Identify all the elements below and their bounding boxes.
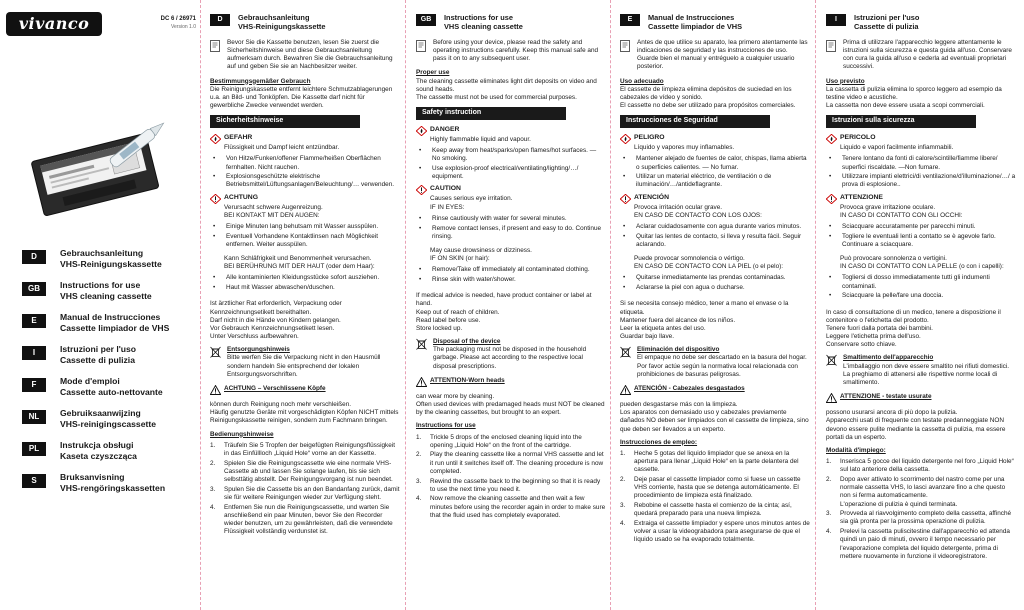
exclamation-hazard-icon bbox=[210, 194, 221, 204]
column-language-badge: I bbox=[826, 14, 846, 26]
warning-triangle-icon bbox=[210, 385, 221, 395]
language-title: Istruzioni per l'uso Cassette di pulizia bbox=[60, 344, 137, 365]
instruction-step: 3. Spulen Sie die Cassette bis an den Bandanfang zurück, damit sie für weitere Reinigungen wieder zur Verfügung steht. bbox=[210, 485, 400, 501]
danger-text: Liquido e vapori facilmente infiammabili. bbox=[840, 144, 954, 152]
flame-hazard-icon bbox=[826, 134, 837, 144]
language-entry bbox=[22, 376, 197, 408]
language-column bbox=[210, 14, 400, 539]
column-language-badge: D bbox=[210, 14, 230, 26]
caution-list-skin bbox=[826, 274, 1016, 300]
step-number: 4. bbox=[826, 528, 832, 536]
flame-hazard-icon bbox=[210, 134, 221, 144]
proper-use-heading: Proper use bbox=[416, 69, 450, 77]
step-number: 2. bbox=[210, 459, 216, 467]
danger-heading bbox=[826, 134, 1016, 144]
language-title: Mode d'emploi Cassette auto-nettovante bbox=[60, 376, 163, 397]
intro-text: Before using your device, please read the safety and operating instructions carefully. Keep this manual safe and pass it on to any subsequent user. bbox=[433, 38, 599, 63]
crossed-bin-icon bbox=[416, 338, 427, 350]
caution-text-skin: Può provocare sonnolenza o vertigini. IN CASO DI CONTATTO CON LA PELLE (o con i capelli): bbox=[840, 255, 1004, 271]
intro-text: Prima di utilizzare l'apparecchio leggere attentamente le istruzioni sulla sicurezza e questa guida all'uso. Conservare con cura la guida all'uso e cederla ad eventuali proprietari successivi. bbox=[843, 38, 1012, 71]
fold-line bbox=[405, 0, 406, 610]
disposal-body bbox=[637, 346, 810, 379]
instruction-step: 4. Now remove the cleaning cassette and then wait a few minutes before using the recorder again in order to make sure that the fluid used has completely evaporated. bbox=[416, 495, 606, 519]
bullet-item: • Remove contact lenses, if present and easy to do. Continue rinsing. bbox=[416, 225, 606, 241]
instruction-step: 4. Entfernen Sie nun die Reinigungscassette, und warten Sie anschließend ein paar Minuten, bevor Sie den Recorder wieder benutzen, um zu gewährleisten, daß die verwendete Flüssigkeit vollständig verdunstet ist. bbox=[210, 503, 393, 536]
worn-heads-heading bbox=[416, 377, 606, 387]
language-badge: S bbox=[22, 474, 46, 488]
column-header bbox=[620, 14, 810, 32]
proper-use-section bbox=[210, 78, 400, 111]
instructions-list bbox=[826, 458, 1016, 561]
caution-heading bbox=[416, 185, 606, 195]
caution-heading bbox=[620, 194, 810, 204]
intro-note bbox=[210, 39, 400, 72]
instruction-step: 2. Dopo aver attivato lo scorrimento del nastro come per una normale cassetta VHS, lo lasci avanzare fino a che questo non si ferma automaticamente. L'operazione di pulizia è quindi terminata. bbox=[826, 476, 1006, 508]
bullet-item: • Quitar las lentes de contacto, si lleva y resulta fácil. Seguir aclarando. bbox=[620, 233, 810, 249]
caution-title: ATENCIÓN bbox=[634, 193, 669, 201]
language-column bbox=[826, 14, 1016, 564]
column-header bbox=[210, 14, 400, 32]
safety-heading-bar: Sicherheitshinweise bbox=[210, 115, 360, 128]
caution-text: Verursacht schwere Augenreizung. BEI KONTAKT MIT DEN AUGEN: bbox=[224, 203, 323, 219]
step-number: 3. bbox=[826, 510, 832, 518]
disposal-section bbox=[416, 338, 606, 371]
danger-heading bbox=[210, 134, 400, 144]
instruction-step: 2. Play the cleaning cassette like a normal VHS cassette and let it run until it switches itself off. The cleaning procedure is now completed. bbox=[416, 451, 604, 475]
language-title: Instrukcja obsługi Kaseta czyszcząca bbox=[60, 440, 137, 461]
intro-note bbox=[416, 39, 606, 64]
warning-triangle-icon bbox=[620, 385, 631, 395]
worn-heads-heading bbox=[826, 393, 1016, 403]
instruction-step: 3. Provveda al riavvolgimento completo della cassetta, affinché sia già pronta per la prossima operazione di pulizia. bbox=[826, 510, 1012, 526]
warning-triangle-icon bbox=[826, 393, 837, 403]
instruction-step: 4. Prelevi la cassetta puliscitestine dall'apparecchio ed attenda quindi un paio di minuti, ovvero il tempo necessario per l'evaporazione completa del liquido detergente, prima di mettere nuovamente in funzione il videoregistratore. bbox=[826, 528, 1010, 560]
caution-text: Provoca irritación ocular grave. EN CASO DE CONTACTO CON LOS OJOS: bbox=[634, 203, 762, 219]
bullet-item: • Togliersi di dosso immediatamente tutti gli indumenti contaminati. bbox=[826, 274, 1016, 290]
bullet-item: • Tenere lontano da fonti di calore/scintille/fiamme libere/ superfici riscaldate. —Non fumare. bbox=[826, 155, 1016, 171]
fold-line bbox=[610, 0, 611, 610]
step-number: 4. bbox=[210, 503, 216, 511]
instruction-step: 2. Deje pasar el cassette limpiador como si fuese un cassette VHS corriente, hasta que se detenga automáticamente. El procedimiento de limpieza está finalizado. bbox=[620, 476, 801, 500]
step-number: 4. bbox=[620, 519, 626, 527]
danger-title: GEFAHR bbox=[224, 134, 253, 142]
caution-text-skin: Kann Schläfrigkeit und Benommenheit verursachen. BEI BERÜHRUNG MIT DER HAUT (oder dem Haar): bbox=[224, 255, 375, 271]
safety-heading-bar: Istruzioni sulla sicurezza bbox=[826, 115, 976, 128]
manual-book-icon bbox=[620, 40, 630, 52]
column-title: Instructions for use VHS cleaning cassette bbox=[444, 13, 523, 31]
danger-text: Líquido y vapores muy inflamables. bbox=[634, 144, 735, 152]
bullet-item: • Remove/Take off immediately all contaminated clothing. bbox=[416, 266, 606, 274]
disposal-section bbox=[620, 346, 810, 379]
bullet-item: • Alle kontaminierten Kleidungsstücke sofort ausziehen. bbox=[210, 274, 400, 282]
bullet-item: • Sciacquare accuratamente per parecchi minuti. bbox=[826, 223, 1016, 231]
instruction-step: 3. Rewind the cassette back to the beginning so that it is ready to use the next time you need it. bbox=[416, 477, 601, 493]
worn-heads-title: ATTENTION-Worn heads bbox=[430, 376, 505, 384]
bullet-item: • Explosionsgeschützte elektrische Betriebsmittel/Lüftungsanlagen/Beleuchtung/… verwenden. bbox=[210, 173, 400, 189]
disposal-heading: Entsorgungshinweis bbox=[227, 346, 290, 354]
fold-line bbox=[815, 0, 816, 610]
danger-text: Highly flammable liquid and vapour. bbox=[430, 136, 531, 144]
bullet-item: • Utilizzare impianti elettrici/di ventilazione/d'illuminazione/…/ a prova di esplosione.. bbox=[826, 173, 1016, 189]
language-entry bbox=[22, 280, 197, 312]
flame-hazard-icon bbox=[620, 134, 631, 144]
caution-text-skin: May cause drowsiness or dizziness. IF ON SKIN (or hair): bbox=[430, 246, 532, 263]
bullet-item: • Quitarse inmediatamente las prendas contaminadas. bbox=[620, 274, 810, 282]
instructions-heading: Instructions for use bbox=[416, 422, 476, 430]
crossed-bin-icon bbox=[620, 346, 631, 358]
step-number: 3. bbox=[416, 477, 422, 485]
step-number: 3. bbox=[620, 502, 626, 510]
step-number: 2. bbox=[416, 451, 422, 459]
disposal-section bbox=[210, 346, 400, 379]
bullet-item: • Rinse skin with water/shower. bbox=[416, 276, 606, 284]
language-badge: D bbox=[22, 250, 46, 264]
disposal-text: L'imballaggio non deve essere smaltito nei rifiuti domestici. La preghiamo di attenersi alle rispettive norme locali di smaltimento. bbox=[843, 362, 1010, 387]
step-number: 4. bbox=[416, 495, 422, 503]
disposal-heading: Disposal of the device bbox=[433, 338, 501, 346]
caution-text: Causes serious eye irritation. IF IN EYES: bbox=[430, 195, 513, 211]
caution-title: CAUTION bbox=[430, 185, 461, 193]
bullet-item: • Aclarar cuidadosamente con agua durante varios minutos. bbox=[620, 223, 810, 231]
cover-panel bbox=[0, 0, 200, 610]
caution-heading bbox=[826, 194, 1016, 204]
caution-title: ATTENZIONE bbox=[840, 193, 883, 201]
proper-use-heading: Bestimmungsgemäßer Gebrauch bbox=[210, 77, 311, 85]
disposal-text: Bitte werfen Sie die Verpackung nicht in den Hausmüll sondern handeln Sie entsprechend der lokalen Entsorgungsvorschriften. bbox=[227, 354, 381, 378]
disposal-body bbox=[843, 354, 1016, 387]
language-entry bbox=[22, 248, 197, 280]
warning-triangle-icon bbox=[416, 377, 427, 387]
bullet-item: • Use explosion-proof electrical/ventilating/lighting/…/ equipment. bbox=[416, 165, 606, 181]
manual-book-icon bbox=[416, 40, 426, 52]
column-language-badge: E bbox=[620, 14, 640, 26]
language-column bbox=[416, 14, 606, 523]
caution-list bbox=[416, 215, 606, 241]
language-badge: PL bbox=[22, 442, 46, 456]
column-header bbox=[416, 14, 606, 32]
medical-advice-text: In caso di consultazione di un medico, tenere a disposizione il contenitore o l'etichetta del prodotto. Tenere fuori dalla portata dei bambini. Leggere l'etichetta prima dell'uso. Conservare sotto chiave. bbox=[826, 308, 1001, 349]
bullet-item: • Von Hitze/Funken/offener Flamme/heißen Oberflächen fernhalten. Nicht rauchen. bbox=[210, 155, 400, 171]
caution-list bbox=[210, 223, 400, 249]
step-number: 1. bbox=[210, 441, 216, 449]
proper-use-heading: Uso adecuado bbox=[620, 77, 664, 85]
danger-list bbox=[826, 155, 1016, 189]
cleaning-cassette-image bbox=[28, 112, 178, 222]
bullet-item: • Rinse cautiously with water for several minutes. bbox=[416, 215, 606, 223]
bullet-item: • Togliere le eventuali lenti a contatto se è agevole farlo. Continuare a sciacquare. bbox=[826, 233, 1016, 249]
instruction-step: 1. Trickle 5 drops of the enclosed cleaning liquid into the opening „Liquid Hole“ on the front of the cartridge. bbox=[416, 433, 582, 449]
column-header bbox=[826, 14, 1016, 32]
safety-heading-bar: Safety instruction bbox=[416, 107, 566, 120]
worn-heads-text: können durch Reinigung noch mehr verschleißen. Häufig genutzte Geräte mit vorgeschädigten Köpfen NICHT mittels Reinigungskassette reinigen, sondern zum Fachmann bringen. bbox=[210, 401, 399, 425]
language-title: Instructions for use VHS cleaning cassette bbox=[60, 280, 152, 301]
manual-book-icon bbox=[826, 40, 836, 52]
medical-advice-text: Si se necesita consejo médico, tener a mano el envase o la etiqueta. Mantener fuera del alcance de los niños. Leer la etiqueta antes del uso. Guardar bajo llave. bbox=[620, 300, 789, 341]
caution-list bbox=[620, 223, 810, 249]
crossed-bin-icon bbox=[826, 354, 837, 366]
step-number: 2. bbox=[826, 476, 832, 484]
fold-line bbox=[200, 0, 201, 610]
language-column bbox=[620, 14, 810, 548]
bullet-item: • Keep away from heat/sparks/open flames/hot surfaces. — No smoking. bbox=[416, 147, 606, 163]
bullet-item: • Aclararse la piel con agua o ducharse. bbox=[620, 284, 810, 292]
document-code: DC 6 / 26971 bbox=[160, 16, 196, 22]
proper-use-text: Die Reinigungskassette entfernt leichtere Schmutzablagerungen u.a. an Bild- und Tonköpfen. Die Kassette darf nicht für gewerbliche Zwecke verwendet werden. bbox=[210, 85, 393, 110]
proper-use-heading: Uso previsto bbox=[826, 77, 865, 85]
instruction-step: 4. Extraiga el cassette limpiador y espere unos minutos antes de volver a usar la videograbadora para asegurarse de que el líquido usado se ha evaporado totalmente. bbox=[620, 519, 810, 544]
disposal-section bbox=[826, 354, 1016, 387]
language-title: Gebrauchsanleitung VHS-Reinigungskassette bbox=[60, 248, 162, 269]
language-entry bbox=[22, 312, 197, 344]
disposal-text: The packaging must not be disposed in the household garbage. Please act according to the respective local disposal prescriptions. bbox=[433, 346, 587, 370]
danger-heading bbox=[416, 126, 606, 136]
language-list bbox=[22, 248, 197, 504]
step-number: 1. bbox=[826, 458, 832, 466]
danger-heading bbox=[620, 134, 810, 144]
language-badge: E bbox=[22, 314, 46, 328]
intro-note bbox=[620, 39, 810, 72]
caution-list bbox=[826, 223, 1016, 249]
caution-list-skin bbox=[416, 266, 606, 284]
language-title: Manual de Instrucciones Cassette limpiador de VHS bbox=[60, 312, 170, 333]
language-entry bbox=[22, 440, 197, 472]
danger-title: DANGER bbox=[430, 126, 460, 134]
proper-use-section bbox=[826, 78, 1016, 111]
caution-heading bbox=[210, 194, 400, 204]
instruction-step: 2. Spielen Sie die Reinigungscassette wie eine normale VHS-Cassette ab und lassen Sie solange laufen, bis sie sich selbsttätig abstellt. Der Reinigungsvorgang ist nun beendet. bbox=[210, 459, 393, 484]
disposal-body bbox=[227, 346, 400, 379]
disposal-heading: Smaltimento dell'apparecchio bbox=[843, 354, 934, 362]
brand-logo bbox=[6, 12, 102, 36]
disposal-text: El empaque no debe ser descartado en la basura del hogar. Por favor actúe según la normativa local relacionada con prohibiciones de basuras peligrosas. bbox=[637, 354, 807, 378]
language-entry bbox=[22, 344, 197, 376]
language-badge: F bbox=[22, 378, 46, 392]
worn-heads-heading bbox=[210, 385, 400, 395]
language-badge: NL bbox=[22, 410, 46, 424]
language-badge: GB bbox=[22, 282, 46, 296]
step-number: 2. bbox=[620, 476, 626, 484]
manual-book-icon bbox=[210, 40, 220, 52]
step-number: 3. bbox=[210, 485, 216, 493]
caution-text-skin: Puede provocar somnolencia o vértigo. EN CASO DE CONTACTO CON LA PIEL (o el pelo): bbox=[634, 255, 784, 271]
intro-text: Antes de que utilice su aparato, lea primero atentamente las indicaciones de seguridad y las instrucciones de uso. Guarde bien el manual y entréguelo a cualquier usuario posterior. bbox=[637, 38, 808, 71]
column-title: Gebrauchsanleitung VHS-Reinigungskassette bbox=[238, 13, 326, 31]
instructions-heading: Instrucciones de empleo: bbox=[620, 438, 698, 446]
worn-heads-title: ATENCIÓN - Cabezales desgastados bbox=[634, 385, 745, 393]
danger-list bbox=[416, 147, 606, 181]
brand-logo-text: vivanco bbox=[18, 14, 90, 33]
instruction-step: 1. Inserisca 5 gocce del liquido detergente nel foro „Liquid Hole“ sul lato anteriore della cassetta. bbox=[826, 458, 1014, 474]
instruction-step: 3. Rebobine el cassette hasta el comienzo de la cinta; así, quedará preparado para una nueva limpieza. bbox=[620, 502, 792, 518]
worn-heads-text: pueden desgastarse más con la limpieza. Los aparatos con demasiado uso y cabezales previamente dañados NO deben ser limpiados con el cassette de limpieza, sino que deben ser llevados a un experto. bbox=[620, 401, 809, 433]
instructions-list bbox=[620, 450, 810, 545]
flame-hazard-icon bbox=[416, 126, 427, 136]
medical-advice-text: If medical advice is needed, have product container or label at hand. Keep out of reach of children. Read label before use. Store locked up. bbox=[416, 292, 592, 332]
worn-heads-title: ACHTUNG – Verschlissene Köpfe bbox=[224, 385, 326, 393]
worn-heads-text: possono usurarsi ancora di più dopo la pulizia. Apparecchi usati di frequente con testate predanneggiate NON devono essere pulite mediante la cassetta di pulizia, ma essere portati da un esperto. bbox=[826, 409, 1006, 441]
bullet-item: • Utilizar un material eléctrico, de ventilación o de iluminación/…/antideflagrante. bbox=[620, 173, 810, 189]
proper-use-section bbox=[416, 69, 606, 102]
column-language-badge: GB bbox=[416, 14, 436, 26]
danger-list bbox=[620, 155, 810, 189]
safety-heading-bar: Instrucciones de Seguridad bbox=[620, 115, 770, 128]
document-version: Version 1.0 bbox=[170, 24, 196, 30]
language-title: Bruksanvisning VHS-rengöringskassetten bbox=[60, 472, 166, 493]
caution-list-skin bbox=[620, 274, 810, 292]
caution-list-skin bbox=[210, 274, 400, 292]
danger-list bbox=[210, 155, 400, 189]
language-badge: I bbox=[22, 346, 46, 360]
worn-heads-heading bbox=[620, 385, 810, 395]
instruction-step: 1. Träufeln Sie 5 Tropfen der beigefügten Reinigungsflüssigkeit in das Einfüllloch „Liquid Hole“ vorne an der Kassette. bbox=[210, 441, 395, 457]
bullet-item: • Eventuell Vorhandene Kontaktlinsen nach Möglichkeit entfernen. Weiter ausspülen. bbox=[210, 233, 400, 249]
exclamation-hazard-icon bbox=[416, 185, 427, 195]
medical-advice-text: Ist ärztlicher Rat erforderlich, Verpackung oder Kennzeichnungsetikett bereithalten. Darf nicht in die Hände von Kindern gelangen. Vor Gebrauch Kennzeichnungsetikett lesen. Unter Verschluss aufbewahren. bbox=[210, 300, 342, 341]
danger-title: PERICOLO bbox=[840, 134, 876, 142]
instructions-list bbox=[416, 434, 606, 520]
language-entry bbox=[22, 408, 197, 440]
crossed-bin-icon bbox=[210, 346, 221, 358]
proper-use-section bbox=[620, 78, 810, 111]
column-title: Manual de Instrucciones Cassette limpiador de VHS bbox=[648, 13, 743, 31]
exclamation-hazard-icon bbox=[620, 194, 631, 204]
instructions-list bbox=[210, 442, 400, 537]
bullet-item: • Haut mit Wasser abwaschen/duschen. bbox=[210, 284, 400, 292]
danger-title: PELIGRO bbox=[634, 134, 665, 142]
instructions-heading: Modalità d'impiego: bbox=[826, 446, 886, 454]
step-number: 1. bbox=[416, 433, 422, 441]
bullet-item: • Sciacquare la pelle/fare una doccia. bbox=[826, 292, 1016, 300]
disposal-heading: Eliminación del dispositivo bbox=[637, 346, 720, 354]
exclamation-hazard-icon bbox=[826, 194, 837, 204]
proper-use-text: The cleaning cassette eliminates light dirt deposits on video and sound heads. The cassette must not be used for commercial purposes. bbox=[416, 77, 597, 101]
danger-text: Flüssigkeit und Dampf leicht entzündbar. bbox=[224, 144, 340, 152]
instruction-step: 1. Heche 5 gotas del liquido limpiador que se anexa en la apertura para llenar „Liquid Hole“ en la parte delantera del cassette. bbox=[620, 449, 799, 474]
worn-heads-title: ATTENZIONE - testate usurate bbox=[840, 393, 932, 401]
disposal-body bbox=[433, 338, 606, 371]
worn-heads-text: can wear more by cleaning. Often used devices with predamaged heads must NOT be cleaned by the cleaning cassettes, but brought to an expert. bbox=[416, 392, 605, 417]
proper-use-text: El cassette de limpieza elimina depósitos de suciedad en los cabezales de vídeo y sonido. El cassette no debe ser utilizado para propósitos comerciales. bbox=[620, 85, 796, 110]
intro-text: Bevor Sie die Kassette benutzen, lesen Sie zuerst die Sicherheitshinweise und diese Gebrauchsanleitung aufmerksam durch. Bewahren Sie die Gebrauchsanleitung auf und geben Sie sie an Nachbesitzer weiter. bbox=[227, 38, 393, 71]
caution-title: ACHTUNG bbox=[224, 193, 258, 201]
proper-use-text: La cassetta di pulizia elimina lo sporco leggero ad esempio da testine video e acustiche. La cassetta non deve essere usata a scopi commerciali. bbox=[826, 85, 1002, 110]
bullet-item: • Mantener alejado de fuentes de calor, chispas, llama abierta o superficies calientes. — No fumar. bbox=[620, 155, 810, 171]
column-title: Istruzioni per l'uso Cassette di pulizia bbox=[854, 13, 920, 31]
language-entry bbox=[22, 472, 197, 504]
caution-text: Provoca grave irritazione oculare. IN CASO DI CONTATTO CON GLI OCCHI: bbox=[840, 203, 963, 219]
bullet-item: • Einige Minuten lang behutsam mit Wasser ausspülen. bbox=[210, 223, 400, 231]
step-number: 1. bbox=[620, 449, 626, 457]
instructions-heading: Bedienungshinweise bbox=[210, 430, 274, 438]
intro-note bbox=[826, 39, 1016, 72]
language-title: Gebruiksaanwijzing VHS-reinigingscassette bbox=[60, 408, 156, 429]
